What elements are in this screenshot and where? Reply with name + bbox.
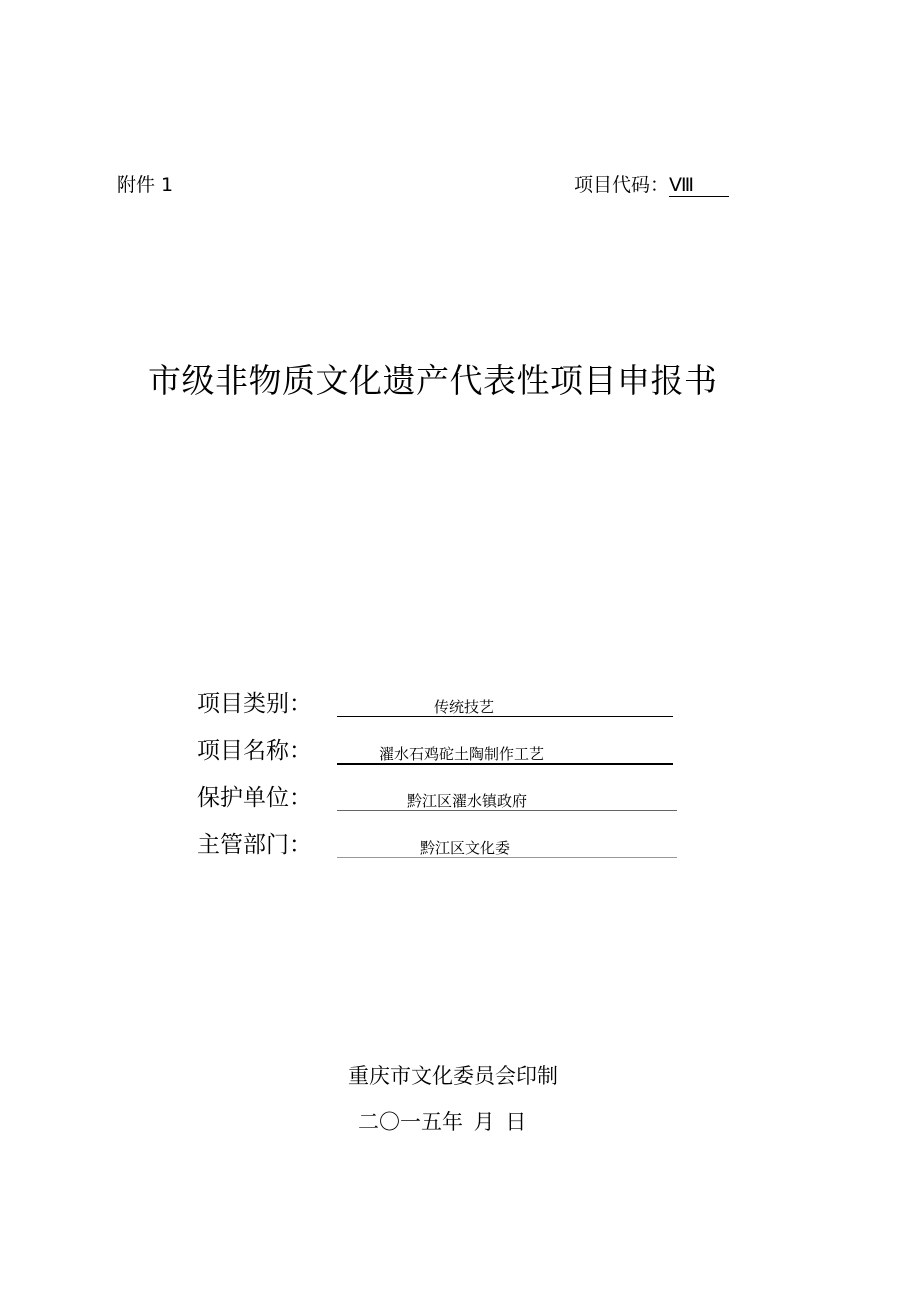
- field-row-category: [197, 688, 687, 720]
- field-row-department: [197, 829, 687, 861]
- project-code-label: 项目代码：: [574, 174, 670, 196]
- field-value: 传统技艺: [434, 698, 495, 716]
- field-value: 濯水石鸡砣土陶制作工艺: [379, 745, 545, 763]
- field-row-protection-unit: [197, 782, 687, 814]
- date-line: 二〇一五年 月 日: [358, 1110, 527, 1134]
- field-label: 主管部门：: [197, 832, 312, 858]
- document-title: 市级非物质文化遗产代表性项目申报书: [148, 361, 718, 400]
- field-row-name: [197, 735, 687, 767]
- printer-line: 重庆市文化委员会印制: [348, 1064, 558, 1088]
- field-label: 保护单位：: [197, 785, 312, 811]
- project-code: [574, 170, 729, 197]
- field-value: 黔江区濯水镇政府: [407, 792, 528, 810]
- attachment-label: 附件 1: [117, 174, 174, 196]
- project-code-value: Ⅷ: [669, 174, 729, 197]
- field-value: 黔江区文化委: [420, 839, 511, 857]
- field-label: 项目名称：: [197, 738, 312, 764]
- field-underline: [337, 716, 673, 717]
- field-label: 项目类别：: [197, 691, 312, 717]
